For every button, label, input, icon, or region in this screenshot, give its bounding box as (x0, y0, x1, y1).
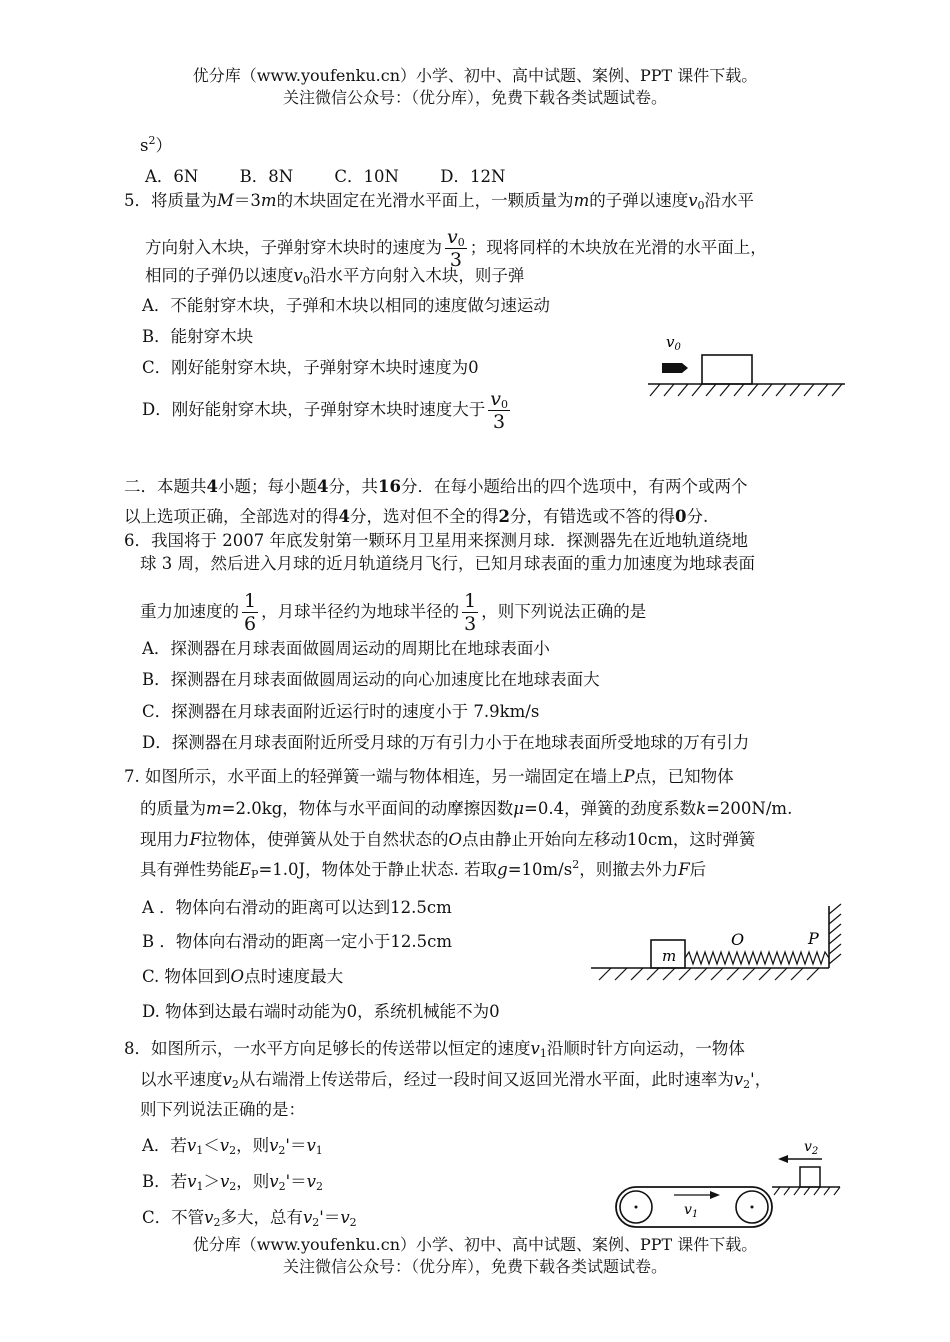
figure-label-v1: $v_1$ (684, 1202, 699, 1220)
q8-line-3: 则下列说法正确的是： (140, 1100, 305, 1119)
point-label-o: O (731, 930, 745, 949)
header-line-1: 优分库（www.youfenku.cn）小学、初中、高中试题、案例、PPT 课件下载。 (192, 66, 758, 85)
v1-arrow-head (710, 1191, 720, 1199)
q7-line-4: 具有弹性势能$E_P=1.0J$，物体处于静止状态. 若取$g=10m/s^2$，则撤去外力F后 (140, 858, 707, 881)
spring (685, 952, 829, 964)
fraction-v0-over-3: $\frac{v_0}{3}$ (490, 388, 508, 433)
section-2-line-1: 二．本题共4小题；每小题4分，共16分．在每小题给出的四个选项中，有两个或两个 (124, 477, 748, 496)
sliding-object (800, 1167, 820, 1187)
q5-option-b: B．能射穿木块 (142, 327, 254, 346)
q7-line-1: 7. 如图所示，水平面上的轻弹簧一端与物体相连，另一端固定在墙上P点，已知物体 (124, 767, 734, 786)
q7-option-a: A ．物体向右滑动的距离可以达到12.5cm (142, 898, 452, 917)
q5-option-d: D．刚好能射穿木块，子弹射穿木块时速度大于 $\frac{v_0}{3}$ (142, 388, 508, 433)
q4-option-b: B．8N (239, 167, 294, 186)
q6-option-b: B．探测器在月球表面做圆周运动的向心加速度比在地球表面大 (142, 670, 600, 689)
q8-option-b: B．若$v_1>v_2$，则$v_2'=v_2$ (142, 1172, 323, 1193)
v2-arrow-head (778, 1155, 788, 1163)
fraction-1-over-6: $\frac{1}{6}$ (244, 590, 257, 635)
q4-options (145, 165, 505, 189)
q5-line-2: 方向射入木块，子弹射穿木块时的速度为 $\frac{v_0}{3}$ ；现将同样的木块放在光滑的水平面上， (145, 226, 767, 271)
block-label-m: m (662, 947, 677, 965)
q8-line-2: 以水平速度$v_2$从右端滑上传送带后，经过一段时间又返回光滑水平面，此时速率为$v_2'$， (140, 1070, 772, 1091)
q4-tail: $s^2$） (140, 134, 172, 155)
left-pulley-axle (635, 1206, 638, 1209)
header-line-2: 关注微信公众号：（优分库），免费下载各类试题试卷。 (282, 88, 667, 107)
q6-line-1: 6．我国将于 2007 年底发射第一颗环月卫星用来探测月球．探测器先在近地轨道绕地 (124, 531, 748, 550)
q7-option-b: B ．物体向右滑动的距离一定小于12.5cm (142, 932, 452, 951)
q4-option-c: C．10N (334, 167, 399, 186)
q6-line-2: 球 3 周，然后进入月球的近月轨道绕月飞行，已知月球表面的重力加速度为地球表面 (140, 554, 755, 573)
q7-option-d: D. 物体到达最右端时动能为0，系统机械能不为0 (142, 1002, 500, 1021)
right-pulley-axle (751, 1206, 754, 1209)
q5-line-1: 5．将质量为M＝3m的木块固定在光滑水平面上，一颗质量为m的子弹以速度$v_0$沿水平 (124, 191, 755, 212)
q7-option-c: C. 物体回到O点时速度最大 (142, 967, 344, 986)
surface-hatching (774, 1187, 840, 1195)
q5-option-c: C．刚好能射穿木块，子弹射穿木块时速度为0 (142, 358, 479, 377)
q7-line-2: 的质量为m=2.0kg，物体与水平面间的动摩擦因数μ=0.4，弹簧的劲度系数k=200N/m. (140, 799, 793, 818)
point-label-p: P (808, 929, 819, 948)
bullet-shape (662, 363, 688, 373)
conveyor-belt (616, 1187, 772, 1227)
q8-line-1: 8．如图所示，一水平方向足够长的传送带以恒定的速度$v_1$沿顺时针方向运动，一物体 (124, 1039, 745, 1060)
wood-block (702, 355, 752, 384)
figure-label-v0: $v_0$ (666, 333, 681, 353)
ground-hatching (599, 968, 819, 980)
q8-option-c: C．不管$v_2$多大，总有$v_2'=v_2$ (142, 1208, 357, 1229)
q6-option-d: D．探测器在月球表面附近所受月球的万有引力小于在地球表面所受地球的万有引力 (142, 733, 750, 752)
spring-block-figure (585, 900, 850, 990)
footer-line-1: 优分库（www.youfenku.cn）小学、初中、高中试题、案例、PPT 课件下载。 (192, 1235, 758, 1254)
bullet-block-figure (640, 330, 850, 410)
q8-option-a: A．若$v_1<v_2$，则$v_2'=v_1$ (142, 1136, 323, 1157)
figure-label-v2: $v_2$ (804, 1139, 819, 1157)
q4-option-d: D．12N (440, 167, 506, 186)
footer-line-2: 关注微信公众号：（优分库），免费下载各类试题试卷。 (282, 1257, 667, 1276)
q6-option-c: C．探测器在月球表面附近运行时的速度小于 7.9km/s (142, 702, 540, 721)
q6-option-a: A．探测器在月球表面做圆周运动的周期比在地球表面小 (142, 639, 550, 658)
q5-line-3: 相同的子弹仍以速度$v_0$沿水平方向射入木块，则子弹 (145, 266, 525, 287)
fraction-1-over-3: $\frac{1}{3}$ (464, 590, 477, 635)
fraction-v0-over-3: $\frac{v_0}{3}$ (447, 226, 465, 271)
section-2-line-2: 以上选项正确，全部选对的得4分，选对但不全的得2分，有错选或不答的得0分. (124, 507, 709, 526)
conveyor-belt-figure (612, 1135, 847, 1235)
q6-line-3: 重力加速度的 $\frac{1}{6}$ ，月球半径约为地球半径的 $\frac{1}{3}$ ，则下列说法正确的是 (140, 590, 647, 635)
q7-line-3: 现用力F拉物体，使弹簧从处于自然状态的O点由静止开始向左移动10cm，这时弹簧 (140, 830, 756, 849)
wall-hatching (829, 904, 841, 964)
q4-option-a: A．6N (145, 167, 199, 186)
q5-option-a: A．不能射穿木块，子弹和木块以相同的速度做匀速运动 (142, 296, 550, 315)
ground-hatching (650, 384, 842, 396)
